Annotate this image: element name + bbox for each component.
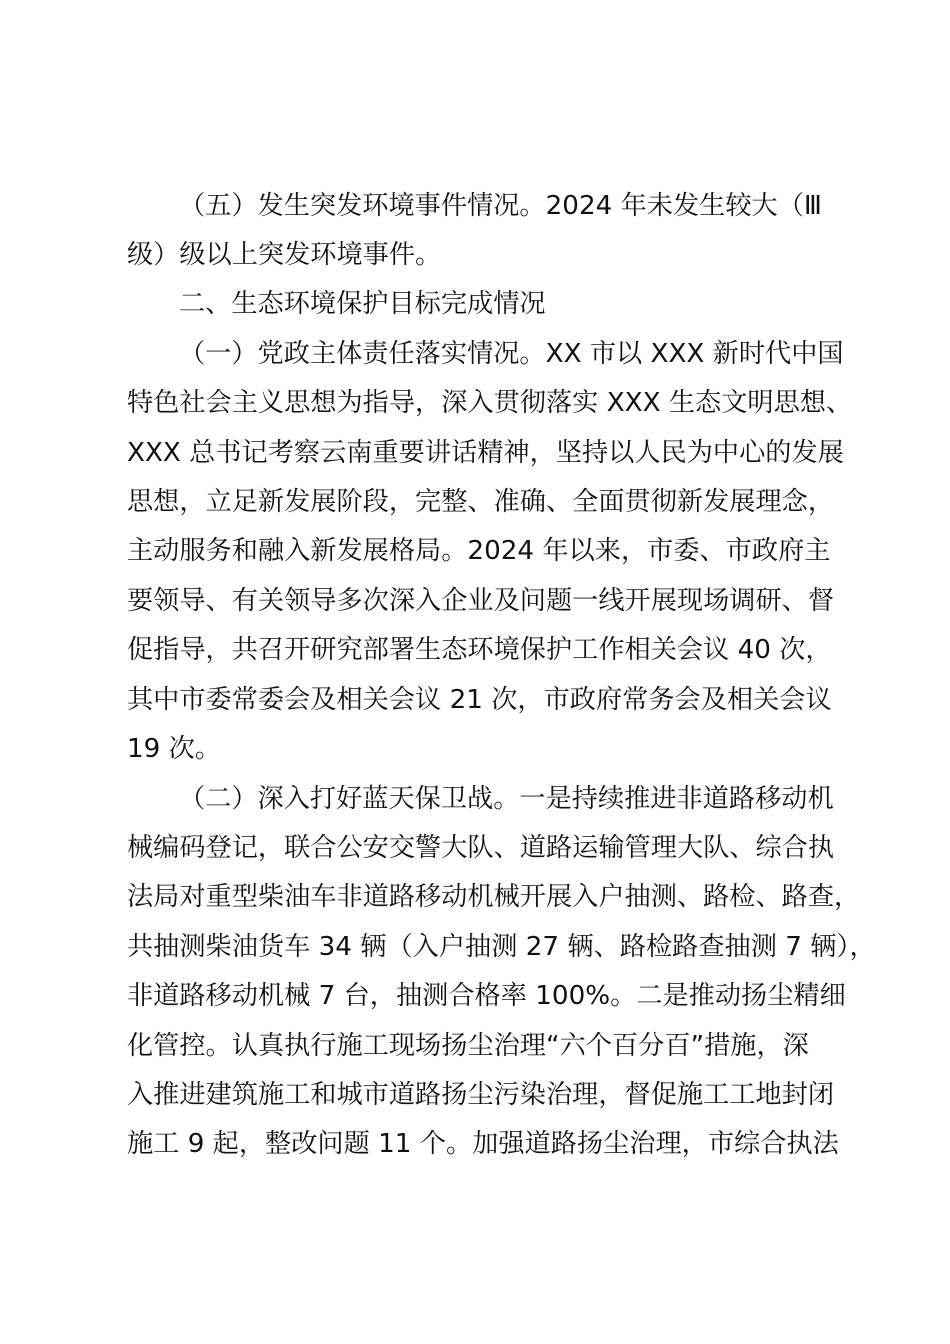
paragraph-line: XXX 总书记考察云南重要讲话精神，坚持以人民为中心的发展 [127,438,844,468]
paragraph-line: 械编码登记，联合公安交警大队、道路运输管理大队、综合执 [127,833,835,863]
paragraph-line: 促指导，共召开研究部署生态环境保护工作相关会议 40 次， [127,635,832,665]
paragraph-line: 级）级以上突发环境事件。 [127,240,442,270]
paragraph-line: （二）深入打好蓝天保卫战。一是持续推进非道路移动机 [179,784,834,814]
paragraph-line: 法局对重型柴油车非道路移动机械开展入户抽测、路检、路查， [127,882,861,912]
paragraph-line: 19 次。 [127,734,222,764]
paragraph-line: 要领导、有关领导多次深入企业及问题一线开展现场调研、督 [127,586,835,616]
paragraph-line: （五）发生突发环境事件情况。2024 年未发生较大（Ⅲ [179,191,822,221]
paragraph-line: （一）党政主体责任落实情况。XX 市以 XXX 新时代中国 [179,339,844,369]
section-heading: 二、生态环境保护目标完成情况 [179,289,546,319]
paragraph-line: 化管控。认真执行施工现场扬尘治理“六个百分百”措施，深 [127,1031,809,1061]
paragraph-line: 其中市委常委会及相关会议 21 次，市政府常务会及相关会议 [127,685,832,715]
paragraph-line: 施工 9 起，整改问题 11 个。加强道路扬尘治理，市综合执法 [127,1129,839,1159]
paragraph-line: 特色社会主义思想为指导，深入贯彻落实 XXX 生态文明思想、 [127,388,853,418]
paragraph-line: 共抽测柴油货车 34 辆（入户抽测 27 辆、路检路查抽测 7 辆）， [127,932,876,962]
paragraph-line: 非道路移动机械 7 台，抽测合格率 100%。二是推动扬尘精细 [127,981,846,1011]
paragraph-line: 主动服务和融入新发展格局。2024 年以来，市委、市政府主 [127,536,831,566]
paragraph-line: 思想，立足新发展阶段，完整、准确、全面贯彻新发展理念， [127,487,835,517]
paragraph-line: 入推进建筑施工和城市道路扬尘污染治理，督促施工工地封闭 [127,1080,835,1110]
